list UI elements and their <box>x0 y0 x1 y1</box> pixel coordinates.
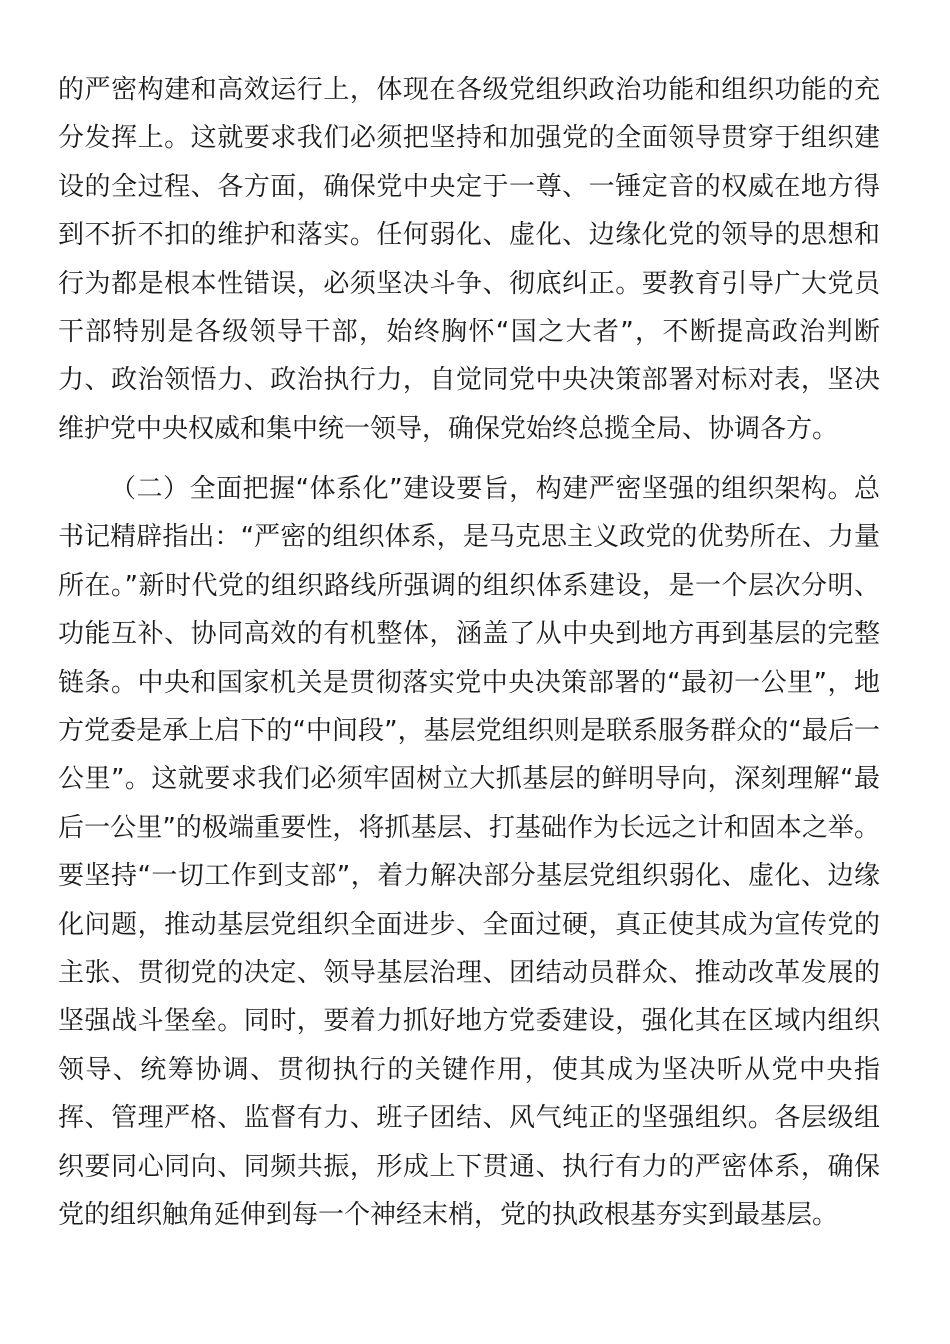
paragraph-2-section-heading: （二）全面把握“体系化”建设要旨，构建严密坚强的组织架构。总书记精辟指出：“严密的组织体系，是马克思主义政党的优势所在、力量所在。”新时代党的组织路线所强调的组织体系建设，是一个层次分明、功能互补、协同高效的有机整体，涵盖了从中央到地方再到基层的完整链条。中央和国家机关是贯彻落实党中央决策部署的“最初一公里”，地方党委是承上启下的“中间段”，基层党组织则是联系服务群众的“最后一公里”。这就要求我们必须牢固树立大抓基层的鲜明导向，深刻理解“最后一公里”的极端重要性，将抓基层、打基础作为长远之计和固本之举。要坚持“一切工作到支部”，着力解决部分基层党组织弱化、虚化、边缘化问题，推动基层党组织全面进步、全面过硬，真正使其成为宣传党的主张、贯彻党的决定、领导基层治理、团结动员群众、推动改革发展的坚强战斗堡垒。同时，要着力抓好地方党委建设，强化其在区域内组织领导、统筹协调、贯彻执行的关键作用，使其成为坚决听从党中央指挥、管理严格、监督有力、班子团结、风气纯正的坚强组织。各层级组织要同心同向、同频共振，形成上下贯通、执行有力的严密体系，确保党的组织触角延伸到每一个神经末梢，党的执政根基夯实到最基层。 <box>58 474 880 1231</box>
paragraph-1: 的严密构建和高效运行上，体现在各级党组织政治功能和组织功能的充分发挥上。这就要求我们必须把坚持和加强党的全面领导贯穿于组织建设的全过程、各方面，确保党中央定于一尊、一锤定音的权威在地方得到不折不扣的维护和落实。任何弱化、虚化、边缘化党的领导的思想和行为都是根本性错误，必须坚决斗争、彻底纠正。要教育引导广大党员干部特别是各级领导干部，始终胸怀“国之大者”，不断提高政治判断力、政治领悟力、政治执行力，自觉同党中央决策部署对标对表，坚决维护党中央权威和集中统一领导，确保党始终总揽全局、协调各方。 <box>58 75 880 444</box>
